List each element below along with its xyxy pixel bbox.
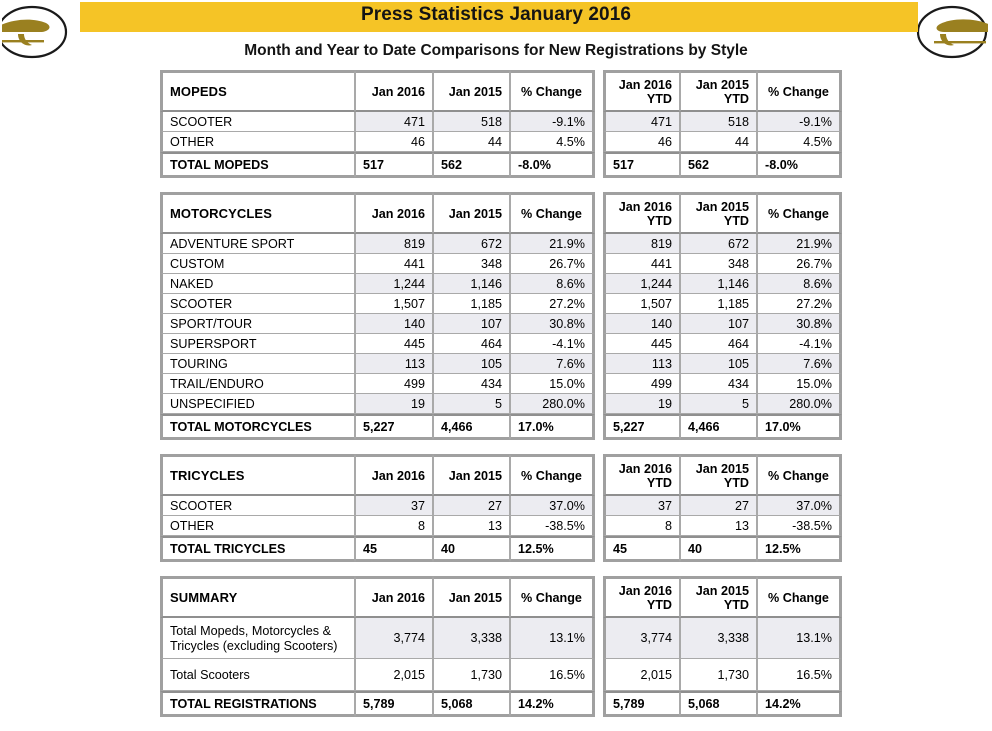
column-header-jan-2016: Jan 2016 <box>355 576 433 618</box>
row-label: TRAIL/ENDURO <box>160 374 355 394</box>
cell-jan-2016-ytd: 3,774 <box>603 618 680 659</box>
row-label: OTHER <box>160 132 355 152</box>
cell-pct-change-ytd: 14.2% <box>757 691 842 717</box>
cell-pct-change: 27.2% <box>510 294 595 314</box>
column-group-spacer <box>595 354 603 374</box>
row-label: CUSTOM <box>160 254 355 274</box>
table-row <box>160 132 842 152</box>
row-label: Total Scooters <box>160 659 355 691</box>
cell-jan-2015-ytd: 5 <box>680 394 757 414</box>
cell-pct-change: 13.1% <box>510 618 595 659</box>
column-group-spacer <box>595 454 603 496</box>
column-header-jan-2016: Jan 2016 <box>355 454 433 496</box>
column-header-jan-2015-ytd <box>680 576 757 618</box>
table-row <box>160 112 842 132</box>
column-group-spacer <box>595 576 603 618</box>
column-group-spacer <box>595 294 603 314</box>
column-group-spacer <box>595 254 603 274</box>
cell-jan-2016: 37 <box>355 496 433 516</box>
column-group-spacer <box>595 496 603 516</box>
table-row <box>160 618 842 659</box>
cell-jan-2015-ytd: 40 <box>680 536 757 562</box>
cell-jan-2016: 1,244 <box>355 274 433 294</box>
total-label: TOTAL REGISTRATIONS <box>160 691 355 717</box>
cell-pct-change: 15.0% <box>510 374 595 394</box>
cell-jan-2016-ytd: 8 <box>603 516 680 536</box>
column-group-spacer <box>595 414 603 440</box>
column-header-jan-2015-ytd-line2: YTD <box>723 475 749 490</box>
cell-pct-change-ytd: -38.5% <box>757 516 842 536</box>
cell-jan-2015-ytd: 5,068 <box>680 691 757 717</box>
cell-jan-2015: 13 <box>433 516 510 536</box>
column-header-jan-2015: Jan 2015 <box>433 192 510 234</box>
cell-jan-2015-ytd: 562 <box>680 152 757 178</box>
column-group-spacer <box>595 274 603 294</box>
cell-pct-change-ytd: 13.1% <box>757 618 842 659</box>
table-header-row <box>160 454 842 496</box>
cell-jan-2015-ytd: 27 <box>680 496 757 516</box>
cell-pct-change: 14.2% <box>510 691 595 717</box>
cell-jan-2016: 45 <box>355 536 433 562</box>
cell-jan-2016-ytd: 499 <box>603 374 680 394</box>
cell-jan-2015: 3,338 <box>433 618 510 659</box>
column-header-jan-2016-ytd-line1: Jan 2016 <box>618 77 672 92</box>
cell-jan-2016: 1,507 <box>355 294 433 314</box>
cell-pct-change-ytd: -8.0% <box>757 152 842 178</box>
cell-jan-2016-ytd: 1,244 <box>603 274 680 294</box>
cell-jan-2015: 518 <box>433 112 510 132</box>
cell-jan-2016-ytd: 445 <box>603 334 680 354</box>
column-group-spacer <box>595 618 603 659</box>
cell-jan-2015-ytd: 4,466 <box>680 414 757 440</box>
cell-jan-2016: 140 <box>355 314 433 334</box>
cell-pct-change-ytd: -4.1% <box>757 334 842 354</box>
row-label: OTHER <box>160 516 355 536</box>
table-row <box>160 234 842 254</box>
cell-pct-change-ytd: 8.6% <box>757 274 842 294</box>
cell-jan-2015-ytd: 107 <box>680 314 757 334</box>
column-header-pct-change: % Change <box>510 454 595 496</box>
table-mopeds <box>160 70 842 178</box>
column-header-jan-2016-ytd <box>603 576 680 618</box>
cell-jan-2016: 2,015 <box>355 659 433 691</box>
cell-jan-2015-ytd: 434 <box>680 374 757 394</box>
column-header-jan-2016-ytd-line2: YTD <box>646 475 672 490</box>
cell-pct-change-ytd: 280.0% <box>757 394 842 414</box>
page-title: Press Statistics January 2016 <box>360 4 632 25</box>
cell-jan-2015: 1,146 <box>433 274 510 294</box>
cell-jan-2015: 562 <box>433 152 510 178</box>
column-header-jan-2016-ytd-line2: YTD <box>646 597 672 612</box>
cell-pct-change-ytd: 37.0% <box>757 496 842 516</box>
row-label: Total Mopeds, Motorcycles & Tricycles (excluding Scooters) <box>160 618 355 659</box>
cell-jan-2016: 471 <box>355 112 433 132</box>
total-label: TOTAL TRICYCLES <box>160 536 355 562</box>
cell-jan-2016-ytd: 5,789 <box>603 691 680 717</box>
column-header-jan-2016-ytd-line1: Jan 2016 <box>618 199 672 214</box>
cell-jan-2016-ytd: 517 <box>603 152 680 178</box>
cell-jan-2016: 46 <box>355 132 433 152</box>
column-group-spacer <box>595 374 603 394</box>
table-total-row <box>160 152 842 178</box>
column-header-jan-2016: Jan 2016 <box>355 192 433 234</box>
column-header-jan-2015: Jan 2015 <box>433 454 510 496</box>
cell-jan-2015: 105 <box>433 354 510 374</box>
column-header-category: SUMMARY <box>160 576 355 618</box>
cell-pct-change-ytd: 27.2% <box>757 294 842 314</box>
table-row <box>160 394 842 414</box>
table-header-row <box>160 70 842 112</box>
cell-jan-2016-ytd: 819 <box>603 234 680 254</box>
cell-pct-change: 8.6% <box>510 274 595 294</box>
column-header-jan-2015-ytd-line2: YTD <box>723 91 749 106</box>
column-header-pct-change-ytd: % Change <box>757 70 842 112</box>
column-header-pct-change-ytd: % Change <box>757 576 842 618</box>
cell-jan-2016-ytd: 2,015 <box>603 659 680 691</box>
cell-pct-change: 17.0% <box>510 414 595 440</box>
cell-jan-2015: 1,730 <box>433 659 510 691</box>
table-total-row <box>160 536 842 562</box>
statistics-tables <box>160 70 842 731</box>
cell-jan-2016: 499 <box>355 374 433 394</box>
table-summary <box>160 576 842 717</box>
cell-jan-2016: 8 <box>355 516 433 536</box>
cell-jan-2016: 3,774 <box>355 618 433 659</box>
table-row <box>160 314 842 334</box>
cell-jan-2016-ytd: 1,507 <box>603 294 680 314</box>
row-label: SCOOTER <box>160 496 355 516</box>
cell-jan-2016: 19 <box>355 394 433 414</box>
cell-pct-change: 26.7% <box>510 254 595 274</box>
table-total-row <box>160 414 842 440</box>
row-label: ADVENTURE SPORT <box>160 234 355 254</box>
cell-jan-2016-ytd: 19 <box>603 394 680 414</box>
cell-jan-2016-ytd: 37 <box>603 496 680 516</box>
cell-jan-2016-ytd: 140 <box>603 314 680 334</box>
cell-jan-2016: 5,789 <box>355 691 433 717</box>
column-header-jan-2016: Jan 2016 <box>355 70 433 112</box>
column-group-spacer <box>595 234 603 254</box>
cell-jan-2016-ytd: 5,227 <box>603 414 680 440</box>
column-header-jan-2015-ytd-line2: YTD <box>723 597 749 612</box>
cell-pct-change-ytd: 15.0% <box>757 374 842 394</box>
column-header-jan-2015-ytd <box>680 192 757 234</box>
cell-pct-change: 16.5% <box>510 659 595 691</box>
table-header-row <box>160 192 842 234</box>
column-header-jan-2015-ytd-line1: Jan 2015 <box>695 77 749 92</box>
cell-jan-2015-ytd: 3,338 <box>680 618 757 659</box>
column-header-category: TRICYCLES <box>160 454 355 496</box>
cell-pct-change: 37.0% <box>510 496 595 516</box>
column-header-jan-2015: Jan 2015 <box>433 576 510 618</box>
table-row <box>160 334 842 354</box>
column-header-jan-2015: Jan 2015 <box>433 70 510 112</box>
cell-jan-2015: 27 <box>433 496 510 516</box>
cell-jan-2016-ytd: 471 <box>603 112 680 132</box>
cell-jan-2016-ytd: 45 <box>603 536 680 562</box>
cell-jan-2015: 434 <box>433 374 510 394</box>
cell-jan-2015: 1,185 <box>433 294 510 314</box>
row-label: SCOOTER <box>160 112 355 132</box>
cell-jan-2016-ytd: 46 <box>603 132 680 152</box>
row-label: SCOOTER <box>160 294 355 314</box>
column-header-jan-2015-ytd-line1: Jan 2015 <box>695 199 749 214</box>
column-header-jan-2015-ytd-line1: Jan 2015 <box>695 461 749 476</box>
page-subtitle: Month and Year to Date Comparisons for New Registrations by Style <box>244 42 748 59</box>
cell-pct-change: 7.6% <box>510 354 595 374</box>
cell-jan-2015-ytd: 1,730 <box>680 659 757 691</box>
cell-jan-2015: 5,068 <box>433 691 510 717</box>
cell-pct-change-ytd: 30.8% <box>757 314 842 334</box>
cell-jan-2016: 5,227 <box>355 414 433 440</box>
table-row <box>160 274 842 294</box>
table-header-row <box>160 576 842 618</box>
cell-pct-change-ytd: 7.6% <box>757 354 842 374</box>
column-header-jan-2016-ytd-line1: Jan 2016 <box>618 583 672 598</box>
cell-jan-2015: 107 <box>433 314 510 334</box>
cell-pct-change-ytd: 12.5% <box>757 536 842 562</box>
total-label: TOTAL MOPEDS <box>160 152 355 178</box>
row-label: SUPERSPORT <box>160 334 355 354</box>
column-group-spacer <box>595 659 603 691</box>
column-header-jan-2015-ytd-line1: Jan 2015 <box>695 583 749 598</box>
column-header-jan-2015-ytd <box>680 454 757 496</box>
cell-pct-change: 30.8% <box>510 314 595 334</box>
total-label: TOTAL MOTORCYCLES <box>160 414 355 440</box>
table-total-row <box>160 691 842 717</box>
cell-jan-2016-ytd: 441 <box>603 254 680 274</box>
cell-pct-change: 4.5% <box>510 132 595 152</box>
row-label: UNSPECIFIED <box>160 394 355 414</box>
cell-jan-2015-ytd: 44 <box>680 132 757 152</box>
column-group-spacer <box>595 394 603 414</box>
cell-pct-change: -38.5% <box>510 516 595 536</box>
column-group-spacer <box>595 314 603 334</box>
cell-jan-2015-ytd: 13 <box>680 516 757 536</box>
cell-pct-change-ytd: 4.5% <box>757 132 842 152</box>
cell-jan-2015: 40 <box>433 536 510 562</box>
cell-jan-2015: 4,466 <box>433 414 510 440</box>
cell-jan-2015-ytd: 348 <box>680 254 757 274</box>
column-header-pct-change: % Change <box>510 70 595 112</box>
column-header-jan-2016-ytd <box>603 192 680 234</box>
table-row <box>160 254 842 274</box>
column-group-spacer <box>595 192 603 234</box>
cell-jan-2015: 5 <box>433 394 510 414</box>
table-row <box>160 659 842 691</box>
table-motorcycles <box>160 192 842 440</box>
column-group-spacer <box>595 70 603 112</box>
row-label: TOURING <box>160 354 355 374</box>
cell-jan-2016-ytd: 113 <box>603 354 680 374</box>
column-header-pct-change-ytd: % Change <box>757 454 842 496</box>
row-label: NAKED <box>160 274 355 294</box>
column-group-spacer <box>595 334 603 354</box>
column-group-spacer <box>595 132 603 152</box>
table-row <box>160 374 842 394</box>
cell-jan-2015-ytd: 464 <box>680 334 757 354</box>
cell-pct-change: 280.0% <box>510 394 595 414</box>
cell-jan-2015-ytd: 105 <box>680 354 757 374</box>
cell-jan-2015-ytd: 1,146 <box>680 274 757 294</box>
cell-pct-change: -9.1% <box>510 112 595 132</box>
cell-jan-2016: 445 <box>355 334 433 354</box>
cell-jan-2015: 672 <box>433 234 510 254</box>
cell-jan-2016: 517 <box>355 152 433 178</box>
cell-jan-2016: 819 <box>355 234 433 254</box>
cell-jan-2015: 464 <box>433 334 510 354</box>
cell-pct-change-ytd: 21.9% <box>757 234 842 254</box>
cell-pct-change-ytd: 16.5% <box>757 659 842 691</box>
cell-jan-2015-ytd: 672 <box>680 234 757 254</box>
page-header <box>0 0 992 59</box>
column-header-pct-change: % Change <box>510 576 595 618</box>
column-group-spacer <box>595 691 603 717</box>
column-group-spacer <box>595 152 603 178</box>
table-row <box>160 294 842 314</box>
cell-pct-change-ytd: 17.0% <box>757 414 842 440</box>
row-label: SPORT/TOUR <box>160 314 355 334</box>
cell-jan-2015-ytd: 518 <box>680 112 757 132</box>
column-header-jan-2016-ytd <box>603 454 680 496</box>
column-header-pct-change: % Change <box>510 192 595 234</box>
cell-pct-change: -8.0% <box>510 152 595 178</box>
cell-jan-2016: 441 <box>355 254 433 274</box>
cell-pct-change-ytd: 26.7% <box>757 254 842 274</box>
cell-jan-2015-ytd: 1,185 <box>680 294 757 314</box>
column-header-category: MOPEDS <box>160 70 355 112</box>
column-header-jan-2015-ytd <box>680 70 757 112</box>
column-header-pct-change-ytd: % Change <box>757 192 842 234</box>
cell-pct-change-ytd: -9.1% <box>757 112 842 132</box>
cell-pct-change: -4.1% <box>510 334 595 354</box>
table-row <box>160 516 842 536</box>
cell-jan-2015: 44 <box>433 132 510 152</box>
column-group-spacer <box>595 536 603 562</box>
column-header-jan-2016-ytd-line1: Jan 2016 <box>618 461 672 476</box>
column-group-spacer <box>595 516 603 536</box>
table-row <box>160 496 842 516</box>
column-group-spacer <box>595 112 603 132</box>
cell-jan-2015: 348 <box>433 254 510 274</box>
table-row <box>160 354 842 374</box>
column-header-jan-2016-ytd-line2: YTD <box>646 91 672 106</box>
column-header-category: MOTORCYCLES <box>160 192 355 234</box>
cell-pct-change: 12.5% <box>510 536 595 562</box>
column-header-jan-2016-ytd-line2: YTD <box>646 213 672 228</box>
cell-pct-change: 21.9% <box>510 234 595 254</box>
column-header-jan-2016-ytd <box>603 70 680 112</box>
column-header-jan-2015-ytd-line2: YTD <box>723 213 749 228</box>
cell-jan-2016: 113 <box>355 354 433 374</box>
table-tricycles <box>160 454 842 562</box>
